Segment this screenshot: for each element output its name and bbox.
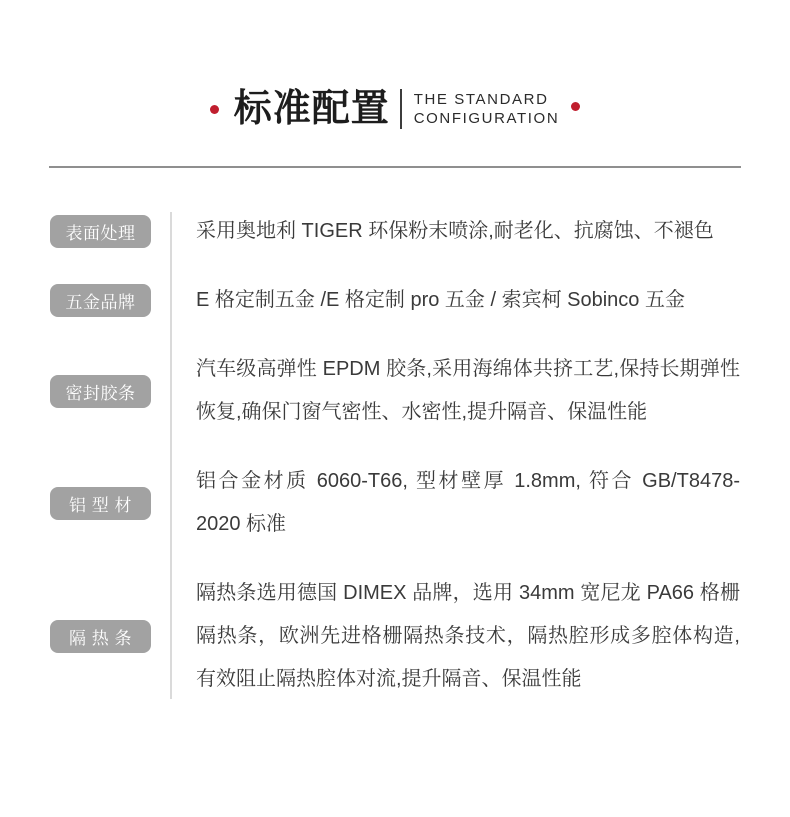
spec-text: E 格定制五金 /E 格定制 pro 五金 / 索宾柯 Sobinco 五金: [196, 289, 685, 311]
spec-row-hardware-brand: [50, 279, 740, 322]
page-subtitle: [414, 90, 560, 128]
spec-label-badge: 五金品牌: [50, 284, 151, 317]
spec-text: 隔热条选用德国 DIMEX 品牌，选用 34mm 宽尼龙 PA66 格栅隔热条，欧洲先进格栅隔热条技术，隔热腔形成多腔体构造,有效阻止隔热腔体对流,提升隔音、保温性能: [196, 582, 740, 690]
header-rule: [49, 166, 741, 168]
spec-row-thermal-break: [50, 572, 740, 701]
spec-label-col: [50, 284, 170, 317]
subtitle-line-1: THE STANDARD: [413, 91, 549, 108]
spec-label-badge: 铝 型 材: [50, 487, 151, 520]
spec-divider-line: [170, 212, 172, 699]
spec-row-sealing-strip: [50, 348, 740, 434]
page-header: [0, 86, 790, 132]
spec-text: 采用奥地利 TIGER 环保粉末喷涂,耐老化、抗腐蚀、不褪色: [196, 220, 714, 242]
spec-text: 铝合金材质 6060-T66, 型材壁厚 1.8mm, 符合 GB/T8478-2020 标准: [196, 470, 740, 535]
spec-label-col: [50, 620, 170, 653]
page-title: 标准配置: [233, 88, 390, 130]
spec-label-badge: 表面处理: [50, 215, 151, 248]
spec-text: 汽车级高弹性 EPDM 胶条,采用海绵体共挤工艺,保持长期弹性恢复,确保门窗气密性、水密性,提升隔音、保温性能: [196, 358, 740, 423]
accent-dot-right-icon: [571, 102, 580, 111]
spec-label-col: [50, 215, 170, 248]
spec-label-col: [50, 487, 170, 520]
spec-label-col: [50, 375, 170, 408]
subtitle-line-2: CONFIGURATION: [413, 110, 560, 127]
spec-row-aluminum-profile: [50, 460, 740, 546]
title-divider: [400, 89, 402, 129]
spec-table: [50, 210, 740, 701]
spec-row-surface-treatment: [50, 210, 740, 253]
accent-dot-left-icon: [210, 105, 219, 114]
spec-label-badge: 隔 热 条: [50, 620, 151, 653]
spec-label-badge: 密封胶条: [50, 375, 151, 408]
